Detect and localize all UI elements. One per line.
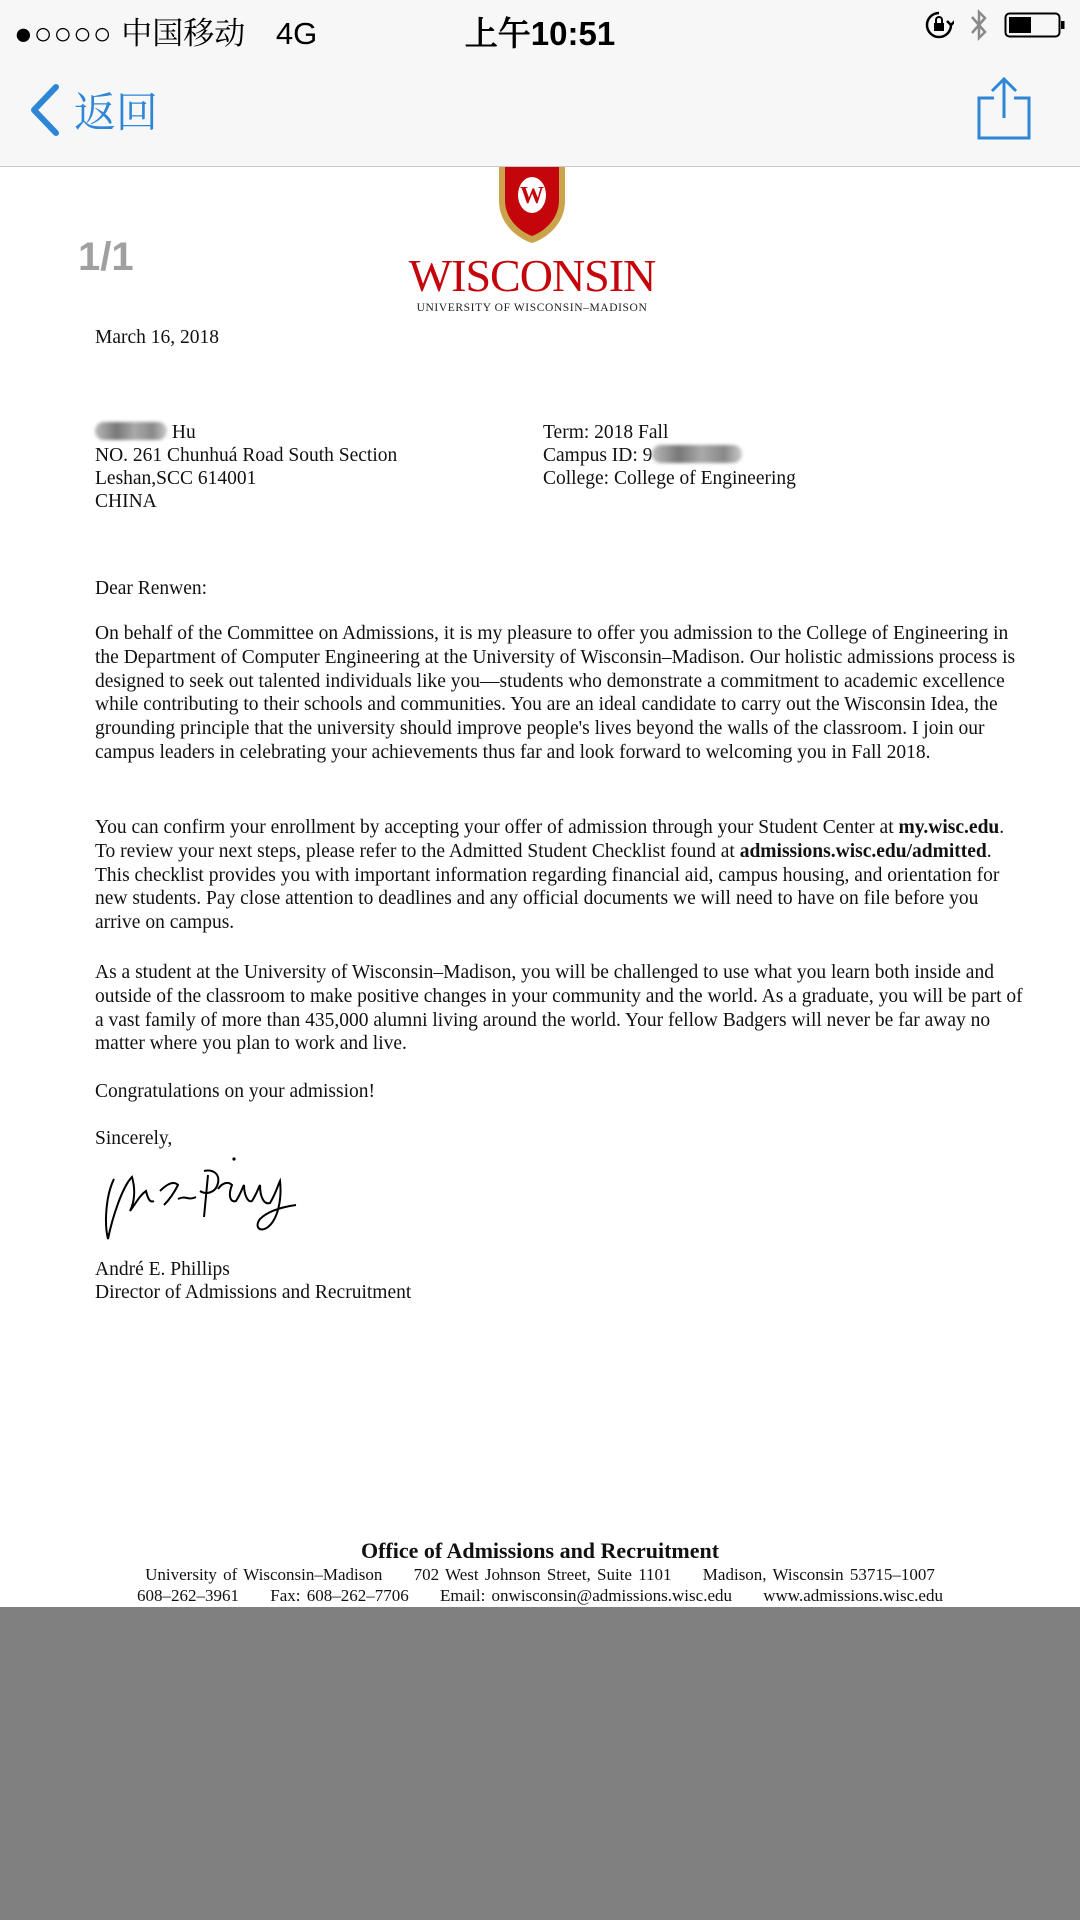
chevron-left-icon [28,83,62,137]
recipient-address-2: Leshan,SCC 614001 [95,468,257,489]
signal-strength: ●○○○○ [14,16,113,51]
document-page[interactable] [0,167,1080,1607]
back-button[interactable] [28,80,158,140]
logo-wordmark: WISCONSIN [408,250,656,301]
footer [0,1538,1080,1606]
carrier-label: 中国移动 [121,16,246,51]
recipient-country: CHINA [95,491,157,512]
footer-address: University of Wisconsin–Madison 702 West Johnson Street, Suite 1101 Madison, Wisconsin 53715–1007 [145,1565,935,1584]
salutation: Dear Renwen: [95,578,208,599]
signer-name: André E. Phillips [95,1259,230,1280]
status-bar [0,0,1080,56]
logo-subtitle: UNIVERSITY OF WISCONSIN–MADISON [416,302,648,314]
university-logo [404,167,660,314]
college-info: College: College of Engineering [543,468,796,489]
recipient-name [95,421,196,445]
recipient-surname: Hu [171,422,196,443]
status-right [924,10,1066,44]
battery-icon [1004,10,1066,45]
signature-icon [100,1155,310,1251]
signer-title: Director of Admissions and Recruitment [95,1282,412,1303]
admitted-checklist-link[interactable]: admissions.wisc.edu/admitted [739,840,987,862]
status-time: 上午10:51 [464,15,616,52]
share-icon [976,76,1032,140]
footer-office: Office of Admissions and Recruitment [360,1538,720,1563]
uw-crest-icon [495,167,569,243]
footer-contact: 608–262–3961 Fax: 608–262–7706 Email: onwisconsin@admissions.wisc.edu www.admissions.wisc.edu [137,1586,943,1605]
navigation-bar [0,56,1080,167]
student-center-link[interactable]: my.wisc.edu [898,817,1000,838]
paragraph-student-life: As a student at the University of Wisconsin–Madison, you will be challenged to use what you learn both inside and outside of the classroom to make positive changes in your community and the world. As a graduate, you will be part of a vast family of more than 435,000 alumni living around the world. Your fellow Badgers will never be far away no matter where you plan to work and live. [95,962,1023,1055]
redacted-id [652,445,742,463]
campus-id-label: Campus ID: 9 [543,445,653,466]
back-label: 返回 [74,89,159,136]
bluetooth-icon [968,8,990,47]
crest-letter: W [520,183,544,209]
redacted-name [95,422,167,440]
orientation-lock-icon [924,10,954,45]
share-button[interactable] [976,76,1032,145]
term-info: Term: 2018 Fall [543,422,669,443]
letter-date: March 16, 2018 [95,327,220,348]
recipient-address-1: NO. 261 Chunhuá Road South Section [95,445,398,466]
page-indicator: 1/1 [78,235,134,279]
paragraph-enrollment: You can confirm your enrollment by accepting your offer of admission through your Student Center at my.wisc.edu. To review your next steps, please refer to the Admitted Student Checklist found at admissions.wisc.edu/admitted. This checklist provides you with important information regarding financial aid, campus housing, and orientation for new students. Pay close attention to deadlines and any official documents we will need to have on file before you arrive on campus. [95,817,1005,934]
paragraph-offer: On behalf of the Committee on Admissions, it is my pleasure to offer you admission to the College of Engineering in the Department of Computer Engineering at the University of Wisconsin–Madison. Our holistic admissions process is designed to seek out talented individuals like you—students who demonstrate a commitment to academic excellence while contributing to their schools and communities. You are an ideal candidate to carry out the Wisconsin Idea, the grounding principle that the university should improve people's lives beyond the walls of the classroom. I join our campus leaders in celebrating your achievements thus far and look forward to welcoming you in Fall 2018. [95,623,1016,763]
congratulations: Congratulations on your admission! [95,1081,376,1102]
campus-id [543,444,742,468]
network-label: 4G [275,16,318,51]
closing: Sincerely, [95,1128,173,1149]
